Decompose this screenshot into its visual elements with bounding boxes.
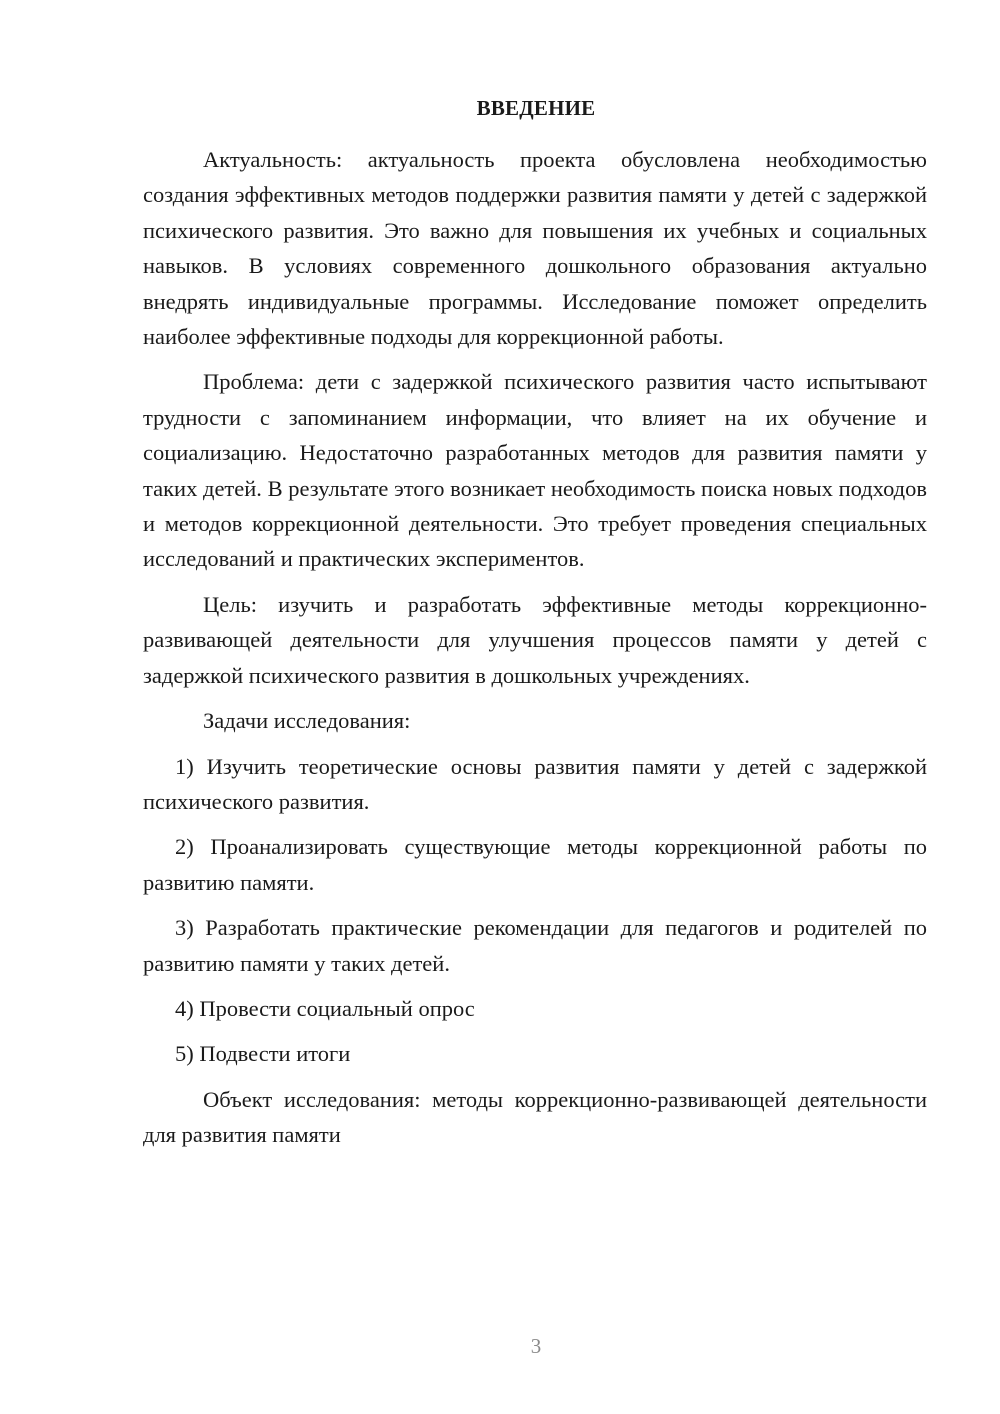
- task-item: 4) Провести социальный опрос: [175, 995, 475, 1021]
- page-number: 3: [530, 1334, 542, 1358]
- problem-paragraph: Проблема: дети с задержкой психического развития часто испытывают трудности с запоминанием информации, что влияет на их обучение и социализацию. Недостаточно разработанных методов для развития памяти у таких детей. В результате этого возникает необходимость поиска новых подходов и методов коррекционной деятельности. Это требует проведения специальных исследований и практических экспериментов.: [143, 369, 927, 572]
- object-paragraph: Объект исследования: методы коррекционно-развивающей деятельности для развития памяти: [143, 1086, 927, 1148]
- task-item: 2) Проанализировать существующие методы коррекционной работы по развитию памяти.: [143, 834, 927, 895]
- task-item: 1) Изучить теоретические основы развития памяти у детей с задержкой психического развития.: [143, 753, 927, 814]
- relevance-paragraph: Актуальность: актуальность проекта обусловлена необходимостью создания эффективных методов поддержки развития памяти у детей с задержкой психического развития. Это важно для повышения их учебных и социальных навыков. В условиях современного дошкольного образования актуально внедрять индивидуальные программы. Исследование поможет определить наиболее эффективные подходы для коррекционной работы.: [143, 147, 927, 350]
- tasks-heading: Задачи исследования:: [203, 708, 411, 734]
- task-item: 3) Разработать практические рекомендации для педагогов и родителей по развитию памяти у таких детей.: [143, 915, 927, 976]
- task-item: 5) Подвести итоги: [175, 1041, 351, 1067]
- goal-paragraph: Цель: изучить и разработать эффективные методы коррекционно-развивающей деятельности для улучшения процессов памяти у детей с задержкой психического развития в дошкольных учреждениях.: [143, 591, 927, 688]
- page-title: ВВЕДЕНИЕ: [476, 96, 596, 120]
- document-body: [143, 142, 927, 1153]
